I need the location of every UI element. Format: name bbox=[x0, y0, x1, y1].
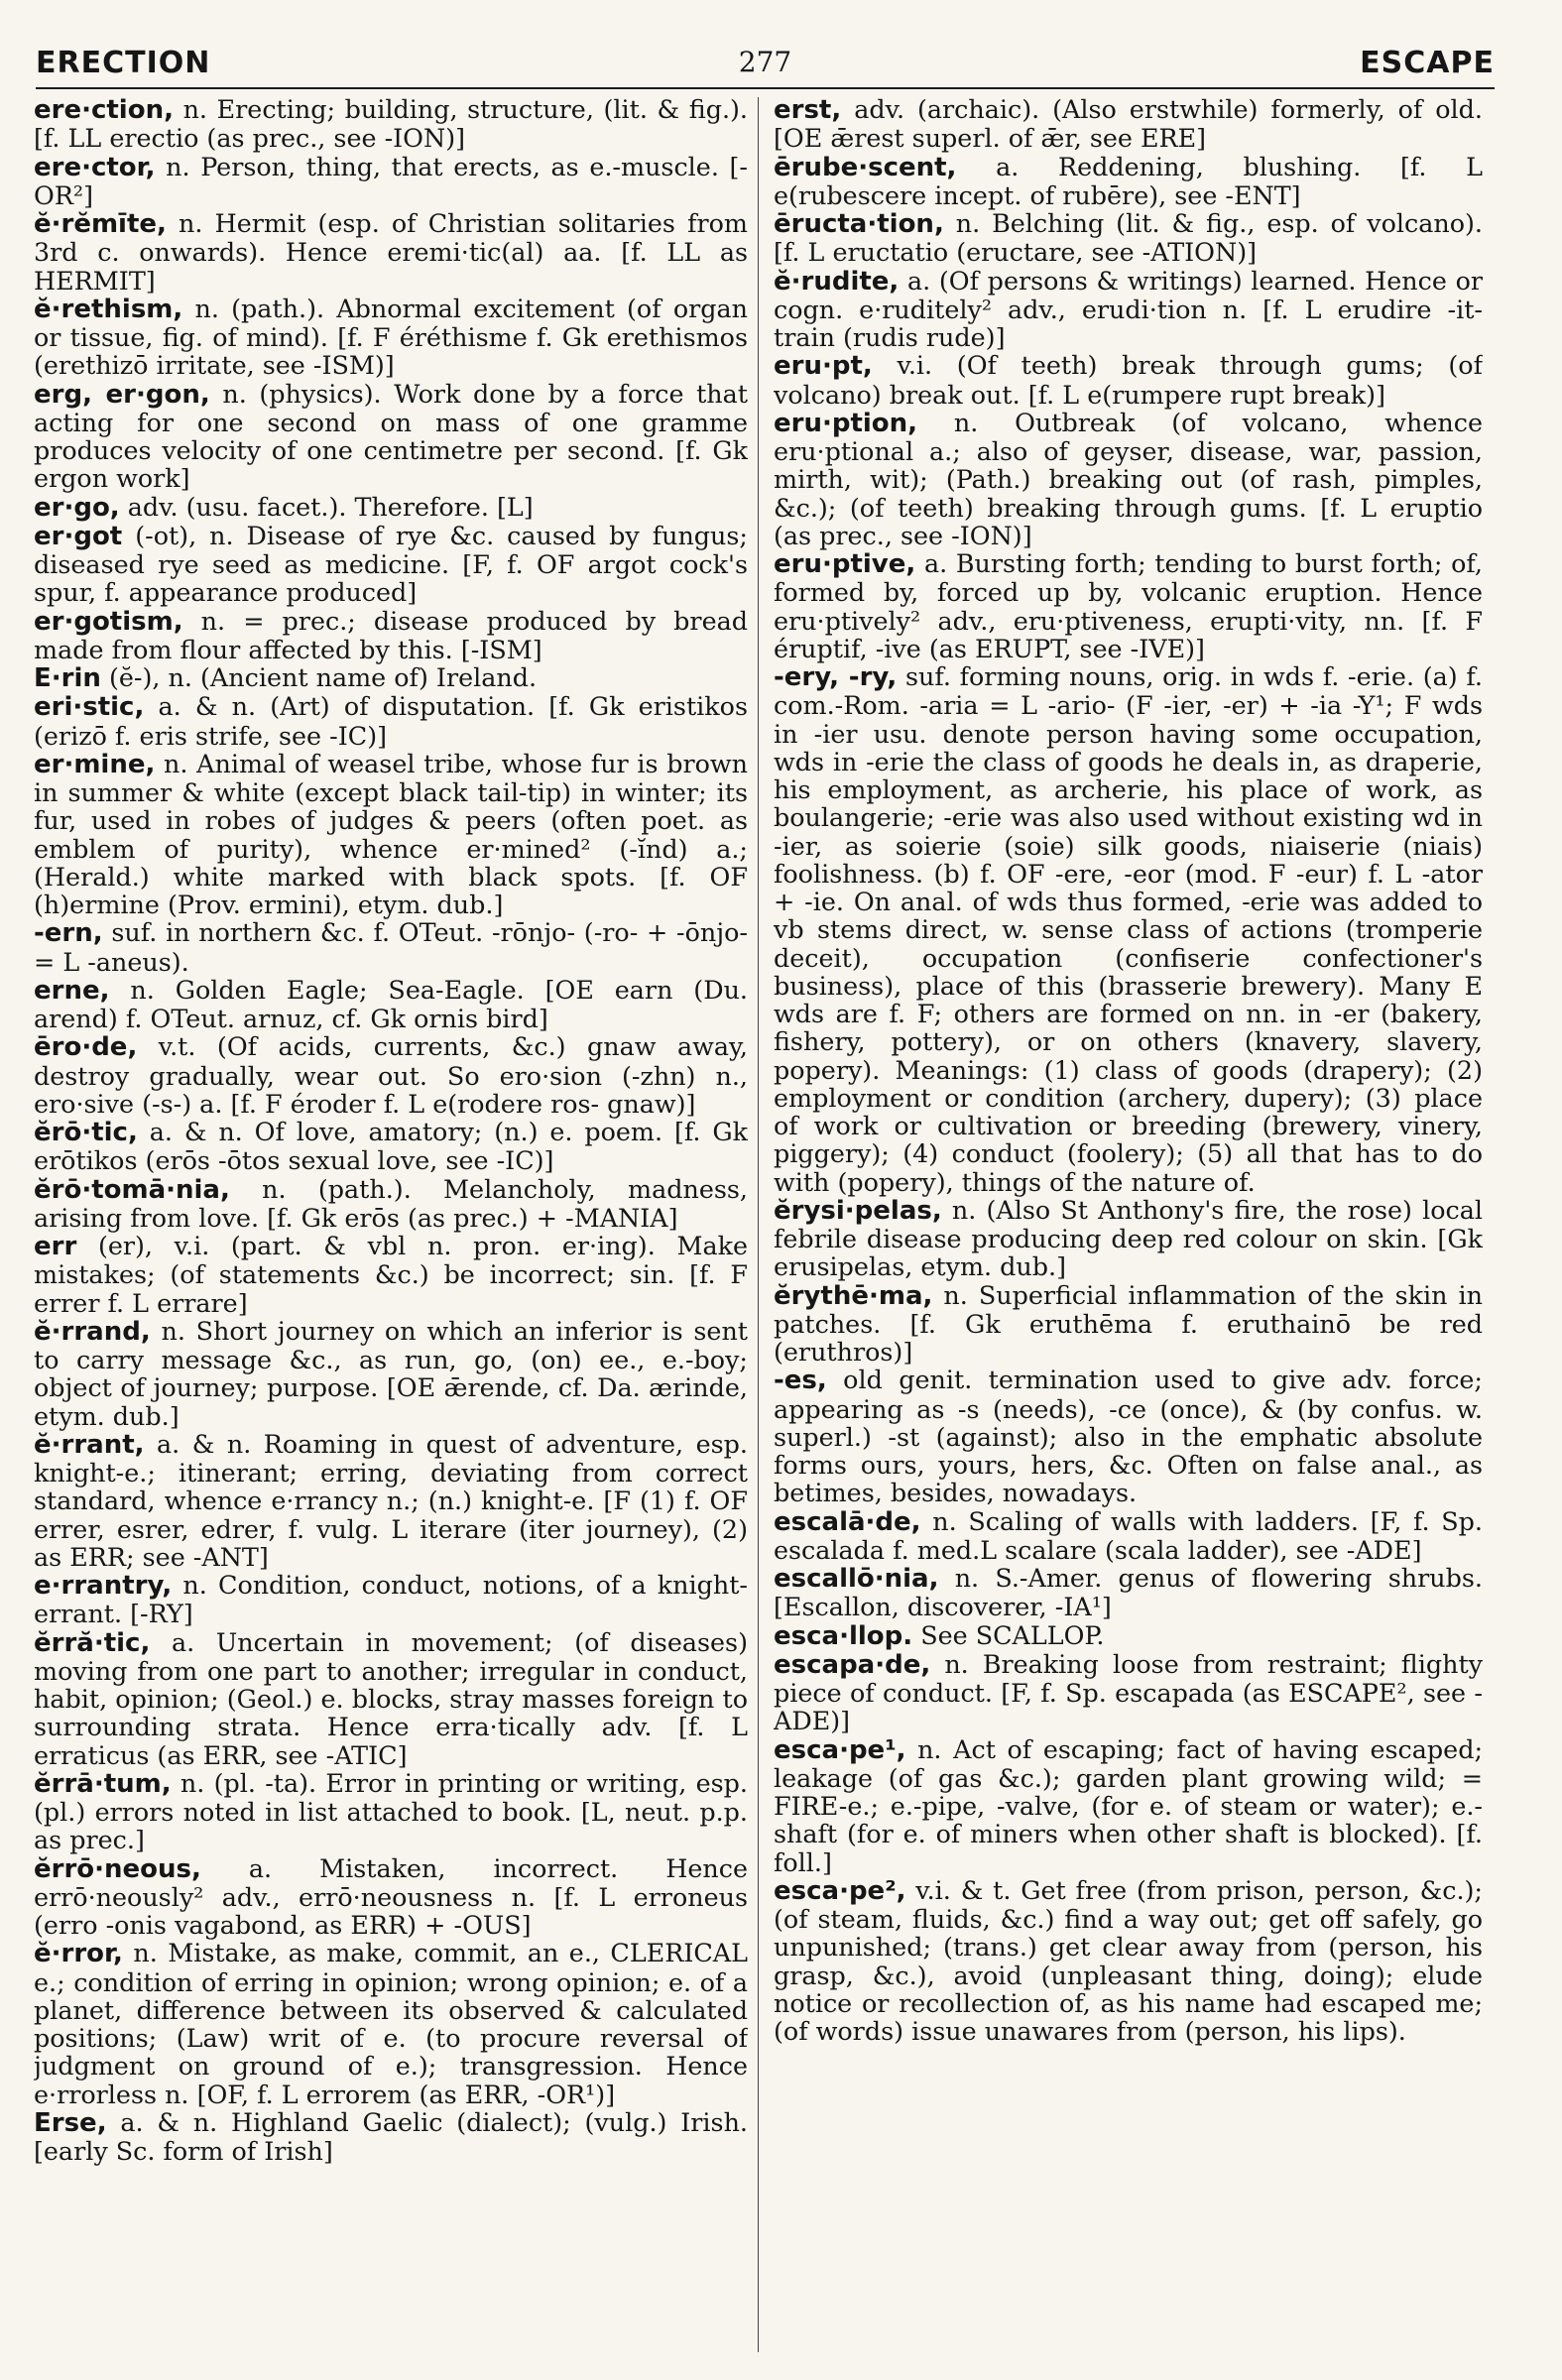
dictionary-entry bbox=[34, 692, 748, 750]
entry-definition: (-ot), n. Disease of rye &c. caused by fungus; diseased rye seed as medicine. [F, f. OF argot cock's spur, f. appearance produced] bbox=[34, 520, 748, 608]
entry-headword: erst, bbox=[774, 95, 842, 125]
entry-headword: -es, bbox=[774, 1366, 827, 1396]
entry-headword: escapa·de, bbox=[774, 1649, 931, 1680]
entry-definition: v.i. (Of teeth) break through gums; (of volcano) break out. [f. L e(rumpere rupt break)] bbox=[774, 350, 1483, 410]
dictionary-entry bbox=[774, 1366, 1483, 1506]
dictionary-entry bbox=[34, 1939, 748, 2108]
entry-definition: n. Person, thing, that erects, as e.-muscle. [-OR²] bbox=[34, 151, 748, 210]
entry-headword: ēructa·tion, bbox=[774, 209, 944, 239]
dictionary-entry bbox=[34, 663, 748, 692]
entry-definition: n. Act of escaping; fact of having escaped; leakage (of gas &c.); garden plant growing wild; = FIRE-e.; e.-pipe, -valve, (for e. of steam or water); e.-shaft (for e. of miners when other shaft is blocked). [f. foll.] bbox=[774, 1733, 1483, 1877]
dictionary-entry bbox=[34, 95, 748, 153]
entry-definition: n. Mistake, as make, commit, an e., CLERICAL e.; condition of erring in opinion; wrong opinion; e. of a planet, difference between its observed & calculated positions; (Law) writ of e. (to procure reversal of judgment on ground of e.); transgression. Hence e·rrorless n. [OF, f. L errorem (as ERR, -OR¹)] bbox=[34, 1938, 748, 2109]
dictionary-entry bbox=[34, 1232, 748, 1317]
entry-definition: See SCALLOP. bbox=[912, 1619, 1105, 1650]
dictionary-entry bbox=[34, 1175, 748, 1233]
entry-definition: suf. in northern &c. f. OTeut. -rōnjo- (-ro- + -ōnjo- = L -aneus). bbox=[34, 917, 748, 977]
entry-headword: ērube·scent, bbox=[774, 152, 957, 182]
dictionary-entry bbox=[34, 1769, 748, 1854]
dictionary-entry bbox=[774, 1876, 1483, 2046]
entry-headword: Erse, bbox=[34, 2107, 107, 2138]
entry-definition: n. Short journey on which an inferior is sent to carry message &c., as run, go, (on) ee., e.-boy; object of journey; purpose. [OE ǣrende, cf. Da. ærinde, etym. dub.] bbox=[34, 1315, 748, 1431]
dictionary-entry bbox=[34, 1571, 748, 1628]
entry-definition: adv. (archaic). (Also erstwhile) formerly, of old. [OE ǣrest superl. of ǣr, see ERE] bbox=[774, 95, 1483, 154]
entry-definition: a. Bursting forth; tending to burst forth; of, formed by, forced up by, volcanic eruption. Hence eru·ptively² adv., eru·ptiveness, erupti·vity, nn. [f. F éruptif, -ive (as ERUPT, see -IVE)] bbox=[774, 548, 1483, 663]
entry-headword: ĕrō·tomā·nia, bbox=[34, 1174, 230, 1205]
dictionary-entry bbox=[34, 1317, 748, 1430]
entry-definition: a. & n. (Art) of disputation. [f. Gk eristikos (erizō f. eris strife, see -IC)] bbox=[34, 691, 748, 751]
entry-definition: a. (Of persons & writings) learned. Hence or cogn. e·ruditely² adv., erudi·tion n. [f. L erudire -it- train (rudis rude)] bbox=[774, 265, 1483, 352]
entry-headword: ēro·de, bbox=[34, 1032, 138, 1063]
dictionary-entry bbox=[34, 1854, 748, 1940]
entry-definition: old genit. termination used to give adv. force; appearing as -s (needs), -ce (once), & (by confus. w. superl.) -st (against); also in the emphatic absolute forms ours, yours, hers, &c. Often on false anal., as betimes, besides, nowadays. bbox=[774, 1365, 1483, 1508]
dictionary-entry bbox=[774, 409, 1483, 549]
entry-headword: er·gotism, bbox=[34, 606, 183, 637]
entry-headword: ere·ctor, bbox=[34, 152, 156, 182]
entry-headword: e·rrantry, bbox=[34, 1571, 173, 1601]
entry-definition: (ĕ-), n. (Ancient name of) Ireland. bbox=[100, 662, 538, 692]
dictionary-entry bbox=[34, 2108, 748, 2166]
entry-headword: ĕrysi·pelas, bbox=[774, 1195, 942, 1226]
entry-headword: erne, bbox=[34, 975, 110, 1006]
page-number: 277 bbox=[738, 46, 792, 78]
entry-definition: a. Reddening, blushing. [f. L e(rubescere incept. of rubēre), see -ENT] bbox=[774, 151, 1483, 210]
entry-definition: n. Condition, conduct, notions, of a knight-errant. [-RY] bbox=[34, 1570, 748, 1629]
dictionary-entry bbox=[774, 351, 1483, 409]
entry-definition: v.t. (Of acids, currents, &c.) gnaw away, destroy gradually, wear out. So ero·sion (-zhn) n., ero·sive (-s-) a. [f. F éroder f. L e(rodere ros- gnaw)] bbox=[34, 1031, 748, 1119]
entry-definition: a. Mistaken, incorrect. Hence errō·neously² adv., errō·neousness n. [f. L erroneus (erro -onis vagabond, as ERR) + -OUS] bbox=[34, 1852, 748, 1940]
entry-headword: ere·ction, bbox=[34, 95, 174, 125]
dictionary-entry bbox=[774, 1564, 1483, 1621]
dictionary-entry bbox=[34, 493, 748, 522]
entry-headword: -ern, bbox=[34, 918, 103, 949]
entry-definition: a. Uncertain in movement; (of diseases) moving from one part to another; irregular in conduct, habit, opinion; (Geol.) e. blocks, stray masses foreign to surrounding strata. Hence erra·tically adv. [f. L erraticus (as ERR, see -ATIC] bbox=[34, 1626, 748, 1770]
entry-headword: esca·pe¹, bbox=[774, 1734, 906, 1765]
entry-headword: erg, er·gon, bbox=[34, 379, 210, 410]
entry-headword: ĕrythē·ma, bbox=[774, 1280, 933, 1311]
entry-headword: eru·ption, bbox=[774, 408, 918, 438]
entry-definition: n. Outbreak (of volcano, whence eru·ptional a.; also of geyser, disease, war, passion, mirth, wit); (Path.) breaking out (of rash, pimples, &c.); (of teeth) breaking through gums. [f. L eruptio (as prec., see -ION)] bbox=[774, 407, 1483, 550]
entry-definition: n. (pl. -ta). Error in printing or writing, esp. (pl.) errors noted in list attached to book. [L, neut. p.p. as prec.] bbox=[34, 1767, 748, 1855]
entry-definition: n. Breaking loose from restraint; flighty piece of conduct. [F, f. Sp. escapada (as ESCAPE², see -ADE)] bbox=[774, 1648, 1483, 1736]
dictionary-entry bbox=[774, 1281, 1483, 1367]
entry-headword: ĕ·rudite, bbox=[774, 266, 900, 297]
dictionary-entry bbox=[34, 1430, 748, 1571]
dictionary-entry bbox=[34, 976, 748, 1033]
left-guide-word: ERECTION bbox=[36, 46, 211, 80]
dictionary-entry bbox=[774, 1650, 1483, 1735]
dictionary-entry bbox=[34, 750, 748, 919]
dictionary-entry bbox=[34, 209, 748, 295]
running-header bbox=[36, 46, 1495, 85]
entry-headword: escallō·nia, bbox=[774, 1564, 939, 1594]
entry-headword: esca·pe², bbox=[774, 1875, 906, 1906]
entry-definition: v.i. & t. Get free (from prison, person, &c.); (of steam, fluids, &c.) find a way out; get off safely, go unpunished; (trans.) get clear away from (person, his grasp, &c.), avoid (unpleasant thing, doing); elude notice or recollection of, as his name had escaped me; (of words) issue unawares from (person, his lips). bbox=[774, 1874, 1483, 2046]
entry-headword: ĕ·rĕmīte, bbox=[34, 209, 167, 239]
entry-definition: a. & n. Highland Gaelic (dialect); (vulg.) Irish. [early Sc. form of Irish] bbox=[34, 2106, 748, 2166]
dictionary-entry bbox=[774, 209, 1483, 267]
dictionary-entry bbox=[774, 95, 1483, 153]
entry-definition: (er), v.i. (part. & vbl n. pron. er·ing). Make mistakes; (of statements &c.) be incorrect; sin. [f. F errer f. L errare] bbox=[34, 1231, 748, 1318]
right-guide-word: ESCAPE bbox=[1360, 46, 1495, 80]
entry-headword: ĕ·rrand, bbox=[34, 1316, 151, 1347]
dictionary-entry bbox=[34, 1118, 748, 1175]
dictionary-entry bbox=[34, 1628, 748, 1769]
entry-definition: n. (physics). Work done by a force that acting for one second on mass of one gramme produces velocity of one centimetre per second. [f. Gk ergon work] bbox=[34, 378, 748, 494]
entry-headword: escalā·de, bbox=[774, 1506, 921, 1537]
dictionary-entry bbox=[774, 549, 1483, 662]
entry-headword: ĕ·rror, bbox=[34, 1939, 123, 1969]
entry-definition: n. = prec.; disease produced by bread made from flour affected by this. [-ISM] bbox=[34, 605, 748, 664]
dictionary-entry bbox=[774, 662, 1483, 1196]
entry-definition: n. Erecting; building, structure, (lit. & fig.). [f. LL erectio (as prec., see -ION)] bbox=[34, 95, 748, 154]
entry-headword: ĕ·rethism, bbox=[34, 294, 183, 324]
dictionary-entry bbox=[774, 1507, 1483, 1565]
entry-definition: suf. forming nouns, orig. in wds f. -erie. (a) f. com.-Rom. -aria = L -ario- (F -ier, -er) + -ia -Y¹; F wds in -ier usu. denote person having some occupation, wds in -erie the class of goods he deals in, as draperie, his employment, as archerie, his place of work, as boulangerie; -erie was also used without existing wd in -ier, as soierie (soie) silk goods, niaiserie (niais) foolishness. (b) f. OF -ere, -eor (mod. F -eur) f. L -ator + -ie. On anal. of wds thus formed, -erie was added to vb stems direct, w. sense class of actions (tromperie deceit), occupation (confiserie confectioner's business), place of this (brasserie brewery). Many E wds are f. F; others are formed on nn. in -er (bakery, fishery, pottery), or on others (knavery, slavery, popery). Meanings: (1) class of goods (drapery); (2) employment or condition (archery, dupery); (3) place of work or cultivation or breeding (brewery, vinery, piggery); (4) conduct (foolery); (5) all that has to do with (popery), things of the nature of. bbox=[774, 661, 1483, 1197]
dictionary-entry bbox=[34, 1032, 748, 1118]
dictionary-entry bbox=[774, 1735, 1483, 1876]
dictionary-entry bbox=[34, 918, 748, 976]
entry-definition: n. S.-Amer. genus of flowering shrubs. [Escallon, discoverer, -IA¹] bbox=[774, 1563, 1483, 1622]
entry-headword: ĕrrā·tum, bbox=[34, 1768, 172, 1799]
entry-definition: n. (Also St Anthony's fire, the rose) local febrile disease producing deep red colour on skin. [Gk erusipelas, etym. dub.] bbox=[774, 1194, 1483, 1282]
entry-definition: n. Golden Eagle; Sea-Eagle. [OE earn (Du. arend) f. OTeut. arnuz, cf. Gk ornis bird] bbox=[34, 974, 748, 1033]
entry-headword: eri·stic, bbox=[34, 692, 145, 723]
column-divider bbox=[758, 97, 759, 2352]
dictionary-entry bbox=[34, 522, 748, 607]
entry-definition: adv. (usu. facet.). Therefore. [L] bbox=[119, 491, 534, 522]
dictionary-entry bbox=[774, 153, 1483, 210]
dictionary-entry bbox=[774, 1621, 1483, 1650]
entry-definition: a. & n. Of love, amatory; (n.) e. poem. [f. Gk erōtikos (erōs -ōtos sexual love, see -IC)] bbox=[34, 1117, 748, 1176]
entry-definition: n. Scaling of walls with ladders. [F, f. Sp. escalada f. med.L scalare (scala ladder), see -ADE] bbox=[774, 1505, 1483, 1565]
dictionary-entry bbox=[774, 267, 1483, 352]
entry-headword: esca·llop. bbox=[774, 1620, 913, 1651]
right-column bbox=[774, 95, 1483, 2360]
entry-definition: n. Belching (lit. & fig., esp. of volcano). [f. L eructatio (eructare, see -ATION)] bbox=[774, 208, 1483, 268]
dictionary-entry bbox=[34, 295, 748, 380]
entry-definition: n. (path.). Abnormal excitement (of organ or tissue, fig. of mind). [f. F éréthisme f. Gk erethismos (erethizō irritate, see -ISM)] bbox=[34, 293, 748, 381]
dictionary-entry bbox=[774, 1196, 1483, 1281]
dictionary-entry bbox=[34, 380, 748, 493]
entry-headword: eru·ptive, bbox=[774, 549, 916, 579]
entry-definition: n. Animal of weasel tribe, whose fur is brown in summer & white (except black tail-tip) in winter; its fur, used in robes of judges & peers (often poet. as emblem of purity), whence er·mined² (-ĭnd) a.; (Herald.) white marked with black spots. [f. OF (h)ermine (Prov. ermini), etym. dub.] bbox=[34, 748, 748, 919]
entry-headword: err bbox=[34, 1232, 77, 1261]
entry-headword: eru·pt, bbox=[774, 351, 873, 382]
entry-headword: ĕrō·tic, bbox=[34, 1118, 138, 1147]
entry-definition: n. Superficial inflammation of the skin in patches. [f. Gk eruthēma f. eruthainō be red (eruthros)] bbox=[774, 1279, 1483, 1367]
entry-headword: ĕrră·tic, bbox=[34, 1627, 151, 1658]
dictionary-entry bbox=[34, 153, 748, 210]
entry-definition: a. & n. Roaming in quest of adventure, esp. knight-e.; itinerant; erring, deviating from correct standard, whence e·rrancy n.; (n.) knight-e. [F (1) f. OF errer, esrer, edrer, f. vulg. L iterare (iter journey), (2) as ERR; see -ANT] bbox=[34, 1428, 748, 1572]
entry-headword: E·rin bbox=[34, 663, 101, 693]
entry-definition: n. (path.). Melancholy, madness, arising from love. [f. Gk erōs (as prec.) + -MANIA] bbox=[34, 1173, 748, 1233]
entry-headword: er·go, bbox=[34, 492, 120, 523]
entry-headword: er·mine, bbox=[34, 749, 156, 779]
left-column bbox=[34, 95, 748, 2360]
dictionary-entry bbox=[34, 607, 748, 664]
entry-headword: er·got bbox=[34, 521, 123, 551]
entry-headword: ĕ·rrant, bbox=[34, 1429, 145, 1460]
header-rule bbox=[36, 87, 1495, 89]
entry-headword: ĕrrō·neous, bbox=[34, 1853, 201, 1884]
entry-headword: -ery, -ry, bbox=[774, 662, 898, 692]
entry-definition: n. Hermit (esp. of Christian solitaries from 3rd c. onwards). Hence eremi·tic(al) aa. [f. LL as HERMIT] bbox=[34, 208, 748, 296]
